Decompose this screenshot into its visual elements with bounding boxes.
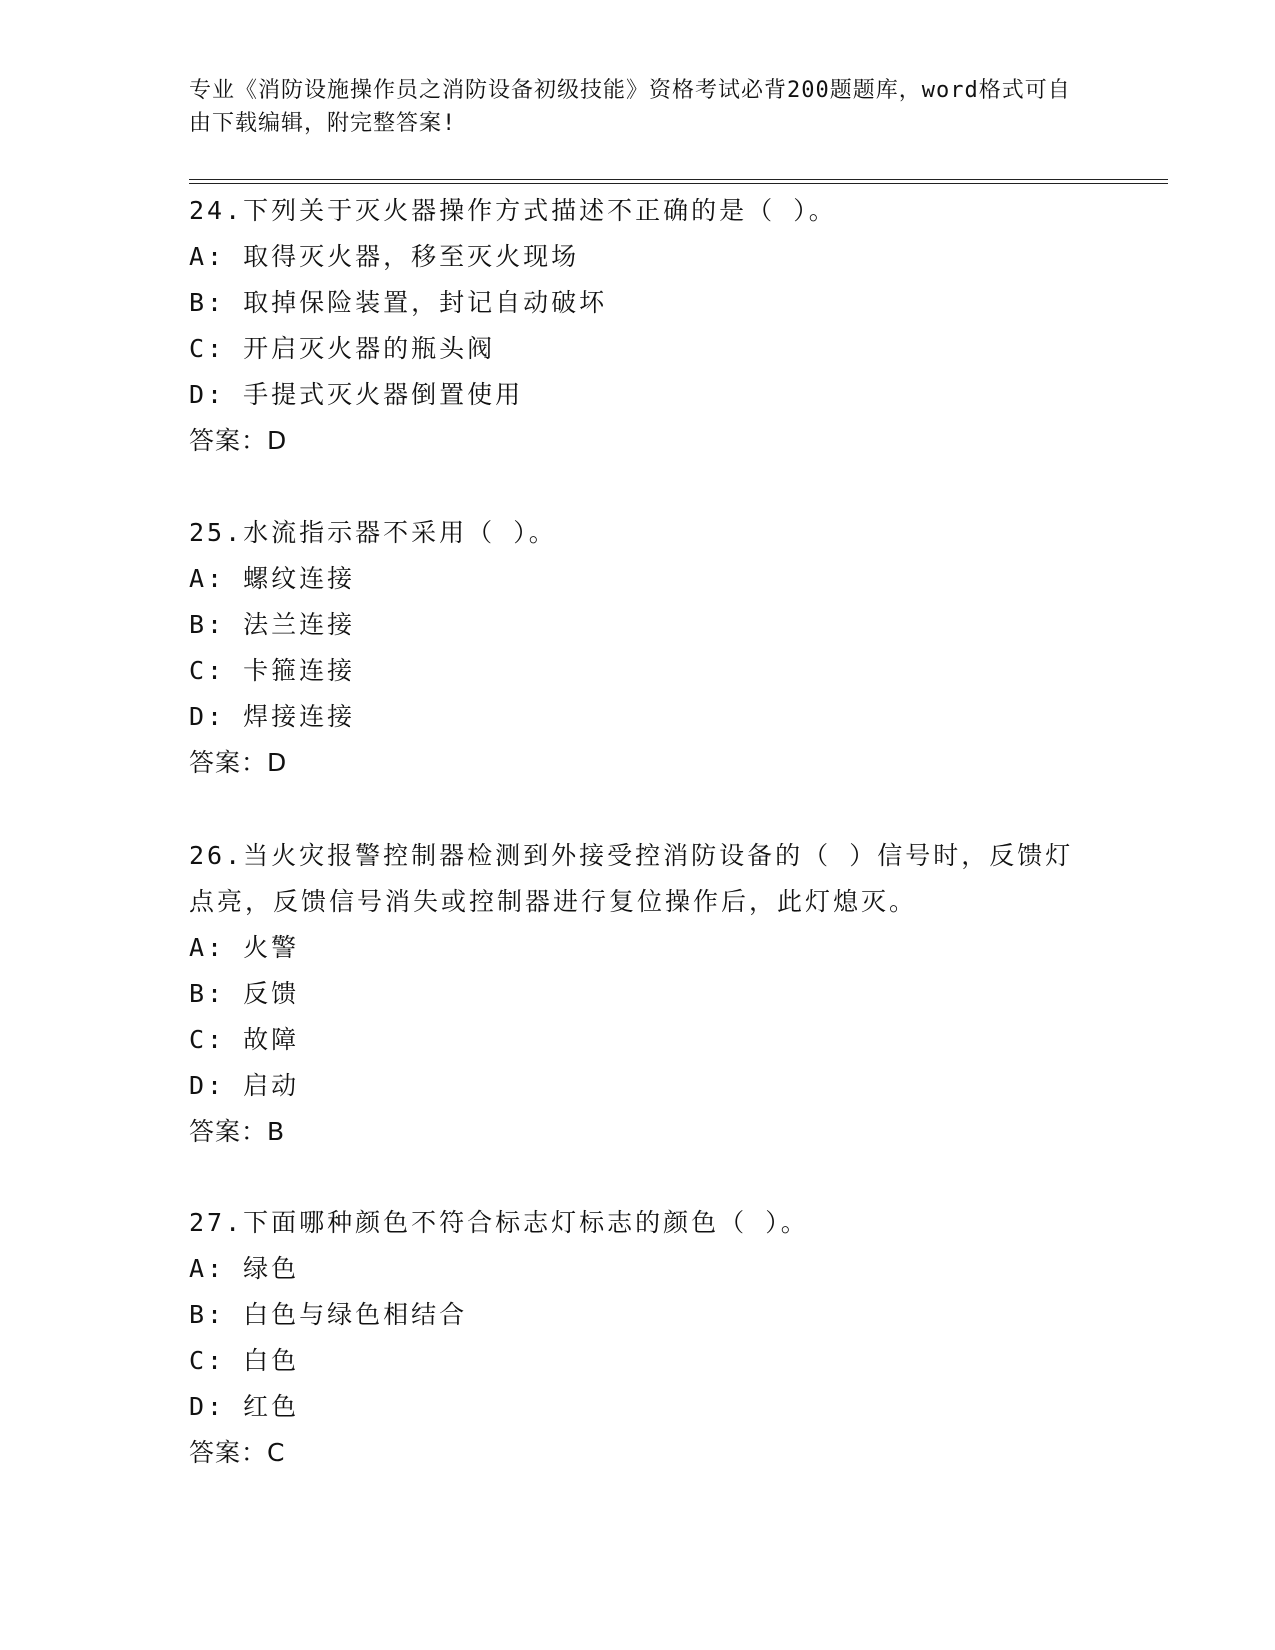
option-b: B: 白色与绿色相结合	[189, 1300, 468, 1329]
header-divider-bottom	[189, 183, 1168, 184]
option-a: A: 绿色	[189, 1254, 300, 1283]
header-divider-top	[189, 179, 1168, 180]
question-stem: 25.水流指示器不采用（ ）。	[189, 518, 557, 547]
option-d: D: 红色	[189, 1392, 300, 1421]
answer: 答案：D	[189, 748, 288, 777]
question-27	[189, 1200, 1089, 1476]
option-b: B: 反馈	[189, 979, 300, 1008]
option-d: D: 焊接连接	[189, 702, 356, 731]
option-c: C: 卡箍连接	[189, 656, 356, 685]
option-b: B: 取掉保险装置，封记自动破坏	[189, 288, 608, 317]
question-26	[189, 833, 1089, 1155]
answer: 答案：D	[189, 426, 288, 455]
option-a: A: 取得灭火器，移至灭火现场	[189, 242, 580, 271]
question-25	[189, 510, 1089, 786]
answer: 答案：C	[189, 1438, 286, 1467]
option-c: C: 开启灭火器的瓶头阀	[189, 334, 496, 363]
question-24	[189, 188, 1089, 464]
option-a: A: 火警	[189, 933, 300, 962]
page-header: 专业《消防设施操作员之消防设备初级技能》资格考试必背200题题库，word格式可自由下载编辑，附完整答案!	[189, 78, 1071, 136]
option-d: D: 手提式灭火器倒置使用	[189, 380, 524, 409]
question-stem: 26.当火灾报警控制器检测到外接受控消防设备的（ ）信号时，反馈灯点亮，反馈信号消失或控制器进行复位操作后，此灯熄灭。	[189, 841, 1074, 916]
question-stem: 27.下面哪种颜色不符合标志灯标志的颜色（ ）。	[189, 1208, 809, 1237]
question-stem: 24.下列关于灭火器操作方式描述不正确的是（ ）。	[189, 196, 837, 225]
option-b: B: 法兰连接	[189, 610, 356, 639]
option-c: C: 故障	[189, 1025, 300, 1054]
answer: 答案：B	[189, 1117, 286, 1146]
option-a: A: 螺纹连接	[189, 564, 356, 593]
option-d: D: 启动	[189, 1071, 300, 1100]
option-c: C: 白色	[189, 1346, 300, 1375]
